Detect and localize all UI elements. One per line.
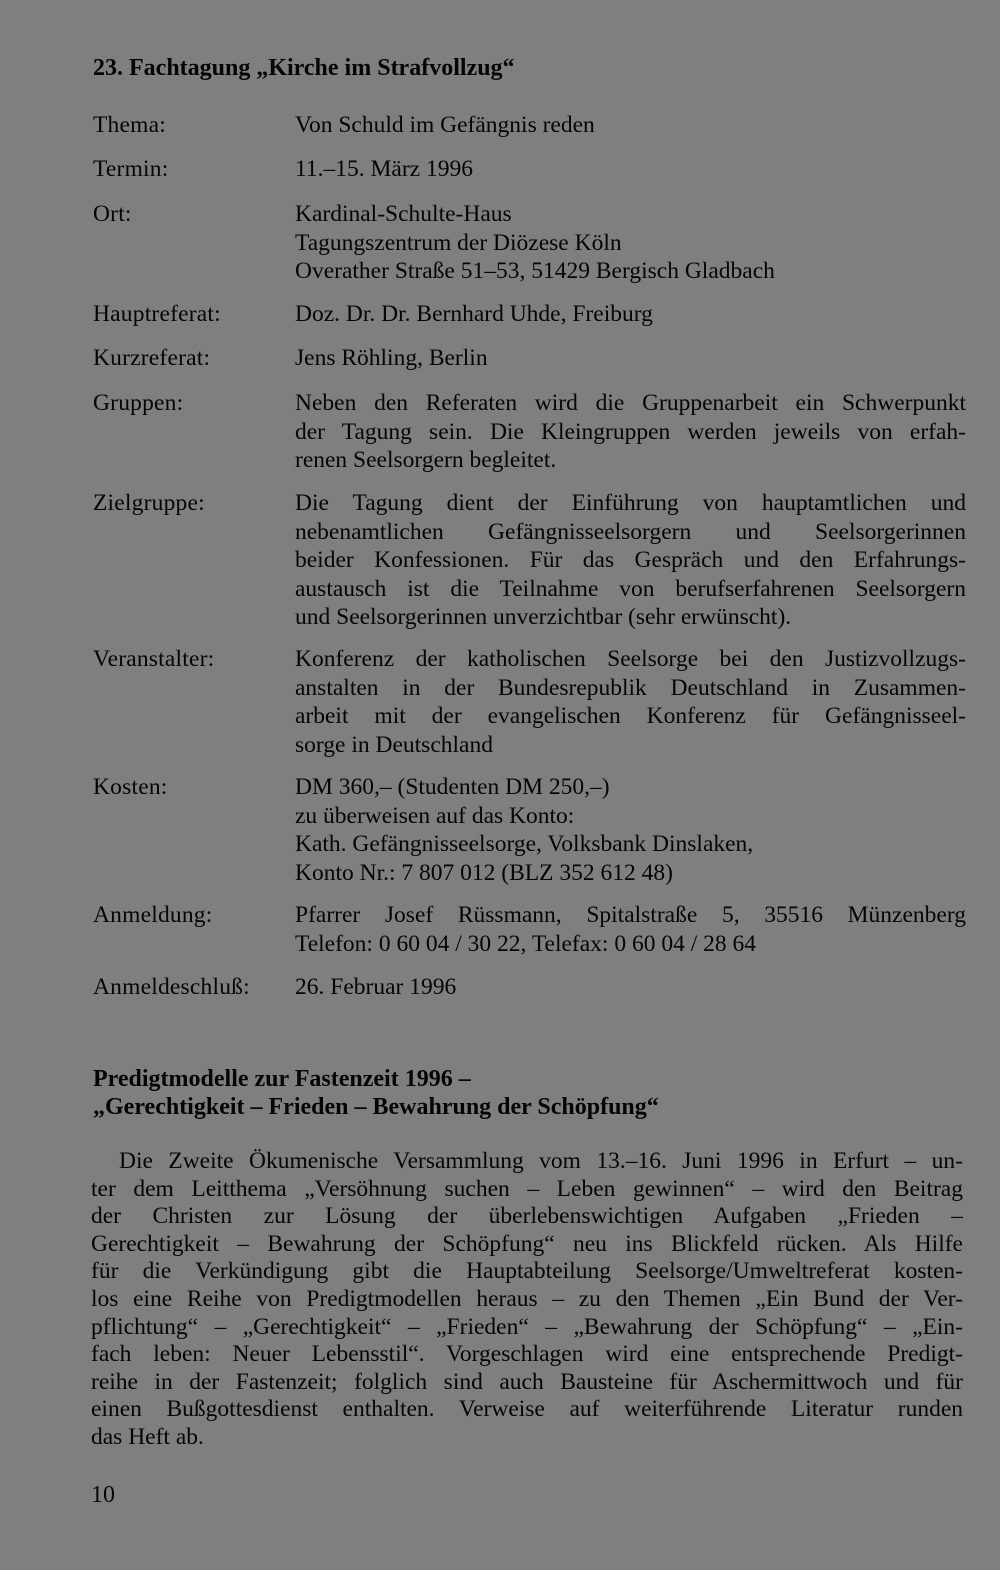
article-body-line: Die Zweite Ökumenische Versammlung vom 13.–16. Juni 1996 in Erfurt – un-: [119, 1148, 963, 1174]
field-value-line: Kath. Gefängnisseelsorge, Volksbank Dinslaken,: [295, 831, 754, 857]
article-body: [91, 1148, 963, 1452]
field-label: Termin:: [93, 156, 169, 182]
field-value: [295, 389, 966, 475]
article-body-line: einen Bußgottesdienst enthalten. Verweise auf weiterführende Literatur runden: [91, 1396, 963, 1423]
article-heading-line: Predigtmodelle zur Fastenzeit 1996 –: [93, 1066, 471, 1092]
article-body-line: reihe in der Fastenzeit; folglich sind auch Bausteine für Aschermittwoch und für: [91, 1368, 963, 1395]
field-label: Thema:: [93, 112, 166, 138]
field-value-line: Kardinal-Schulte-Haus: [295, 201, 512, 227]
article-heading-line: „Gerechtigkeit – Frieden – Bewahrung der Schöpfung“: [93, 1094, 659, 1120]
event-heading: 23. Fachtagung „Kirche im Strafvollzug“: [93, 55, 515, 81]
field-value-line: der Tagung sein. Die Kleingruppen werden jeweils von erfah-: [295, 418, 966, 445]
field-value: [295, 344, 966, 373]
field-value-line: Tagungszentrum der Diözese Köln: [295, 229, 622, 256]
field-value-line: 26. Februar 1996: [295, 974, 457, 1000]
field-label: Gruppen:: [93, 390, 184, 416]
field-value-line: DM 360,– (Studenten DM 250,–): [295, 774, 610, 800]
field-value-line: Die Tagung dient der Einführung von hauptamtlichen und: [295, 490, 966, 516]
field-value: [295, 973, 966, 1002]
field-value: [295, 773, 966, 887]
field-value-line: Konferenz der katholischen Seelsorge bei den Justizvollzugs-: [295, 646, 966, 672]
field-value-line: sorge in Deutschland: [295, 731, 493, 758]
field-value: [295, 111, 966, 140]
field-value: [295, 300, 966, 329]
field-value-line: Doz. Dr. Dr. Bernhard Uhde, Freiburg: [295, 301, 653, 327]
field-label: Anmeldung:: [93, 902, 213, 928]
field-value: [295, 645, 966, 759]
field-value: [295, 155, 966, 184]
field-value-line: zu überweisen auf das Konto:: [295, 802, 575, 829]
field-label: Ort:: [93, 201, 132, 227]
page-number: 10: [91, 1482, 115, 1508]
field-value-line: Neben den Referaten wird die Gruppenarbeit ein Schwerpunkt: [295, 390, 966, 416]
field-value-line: Von Schuld im Gefängnis reden: [295, 112, 595, 138]
field-value-line: renen Seelsorgern begleitet.: [295, 447, 557, 473]
field-value-line: Pfarrer Josef Rüssmann, Spitalstraße 5, 35516 Münzenberg: [295, 902, 966, 928]
field-value-line: arbeit mit der evangelischen Konferenz für Gefängnisseel-: [295, 703, 966, 729]
field-value: [295, 489, 966, 632]
article-body-line: das Heft ab.: [91, 1423, 204, 1450]
field-value-line: Overather Straße 51–53, 51429 Bergisch Gladbach: [295, 258, 775, 284]
article-body-line: für die Verkündigung gibt die Hauptabteilung Seelsorge/Umweltreferat kosten-: [91, 1258, 963, 1285]
field-value-line: Jens Röhling, Berlin: [295, 345, 488, 371]
field-value-line: austausch ist die Teilnahme von berufserfahrenen Seelsorgern: [295, 575, 966, 602]
article-body-line: los eine Reihe von Predigtmodellen heraus – zu den Themen „Ein Bund der Ver-: [91, 1285, 963, 1312]
field-value: [295, 200, 966, 286]
field-value: [295, 901, 966, 958]
field-value-line: nebenamtlichen Gefängnisseelsorgern und Seelsorgerinnen: [295, 518, 966, 545]
field-label: Veranstalter:: [93, 646, 215, 672]
field-label: Hauptreferat:: [93, 301, 221, 327]
field-label: Kosten:: [93, 774, 168, 800]
field-value-line: 11.–15. März 1996: [295, 156, 473, 182]
field-value-line: beider Konfessionen. Für das Gespräch und den Erfahrungs-: [295, 547, 966, 573]
field-label: Kurzreferat:: [93, 345, 211, 371]
article-body-line: Gerechtigkeit – Bewahrung der Schöpfung“ neu ins Blickfeld rücken. Als Hilfe: [91, 1230, 963, 1257]
article-body-line: pflichtung“ – „Gerechtigkeit“ – „Frieden“ – „Bewahrung der Schöpfung“ – „Ein-: [91, 1313, 963, 1340]
field-value-line: Konto Nr.: 7 807 012 (BLZ 352 612 48): [295, 859, 673, 886]
article-body-line: ter dem Leitthema „Versöhnung suchen – Leben gewinnen“ – wird den Beitrag: [91, 1175, 963, 1202]
field-value-line: anstalten in der Bundesrepublik Deutschland in Zusammen-: [295, 674, 966, 701]
field-value-line: Telefon: 0 60 04 / 30 22, Telefax: 0 60 04 / 28 64: [295, 930, 756, 957]
field-value-line: und Seelsorgerinnen unverzichtbar (sehr erwünscht).: [295, 604, 792, 630]
field-label: Anmeldeschluß:: [93, 974, 250, 1000]
article-body-line: fach leben: Neuer Lebensstil“. Vorgeschlagen wird eine entsprechende Predigt-: [91, 1341, 963, 1368]
field-label: Zielgruppe:: [93, 490, 205, 516]
article-body-line: der Christen zur Lösung der überlebenswichtigen Aufgaben „Frieden –: [91, 1203, 963, 1230]
